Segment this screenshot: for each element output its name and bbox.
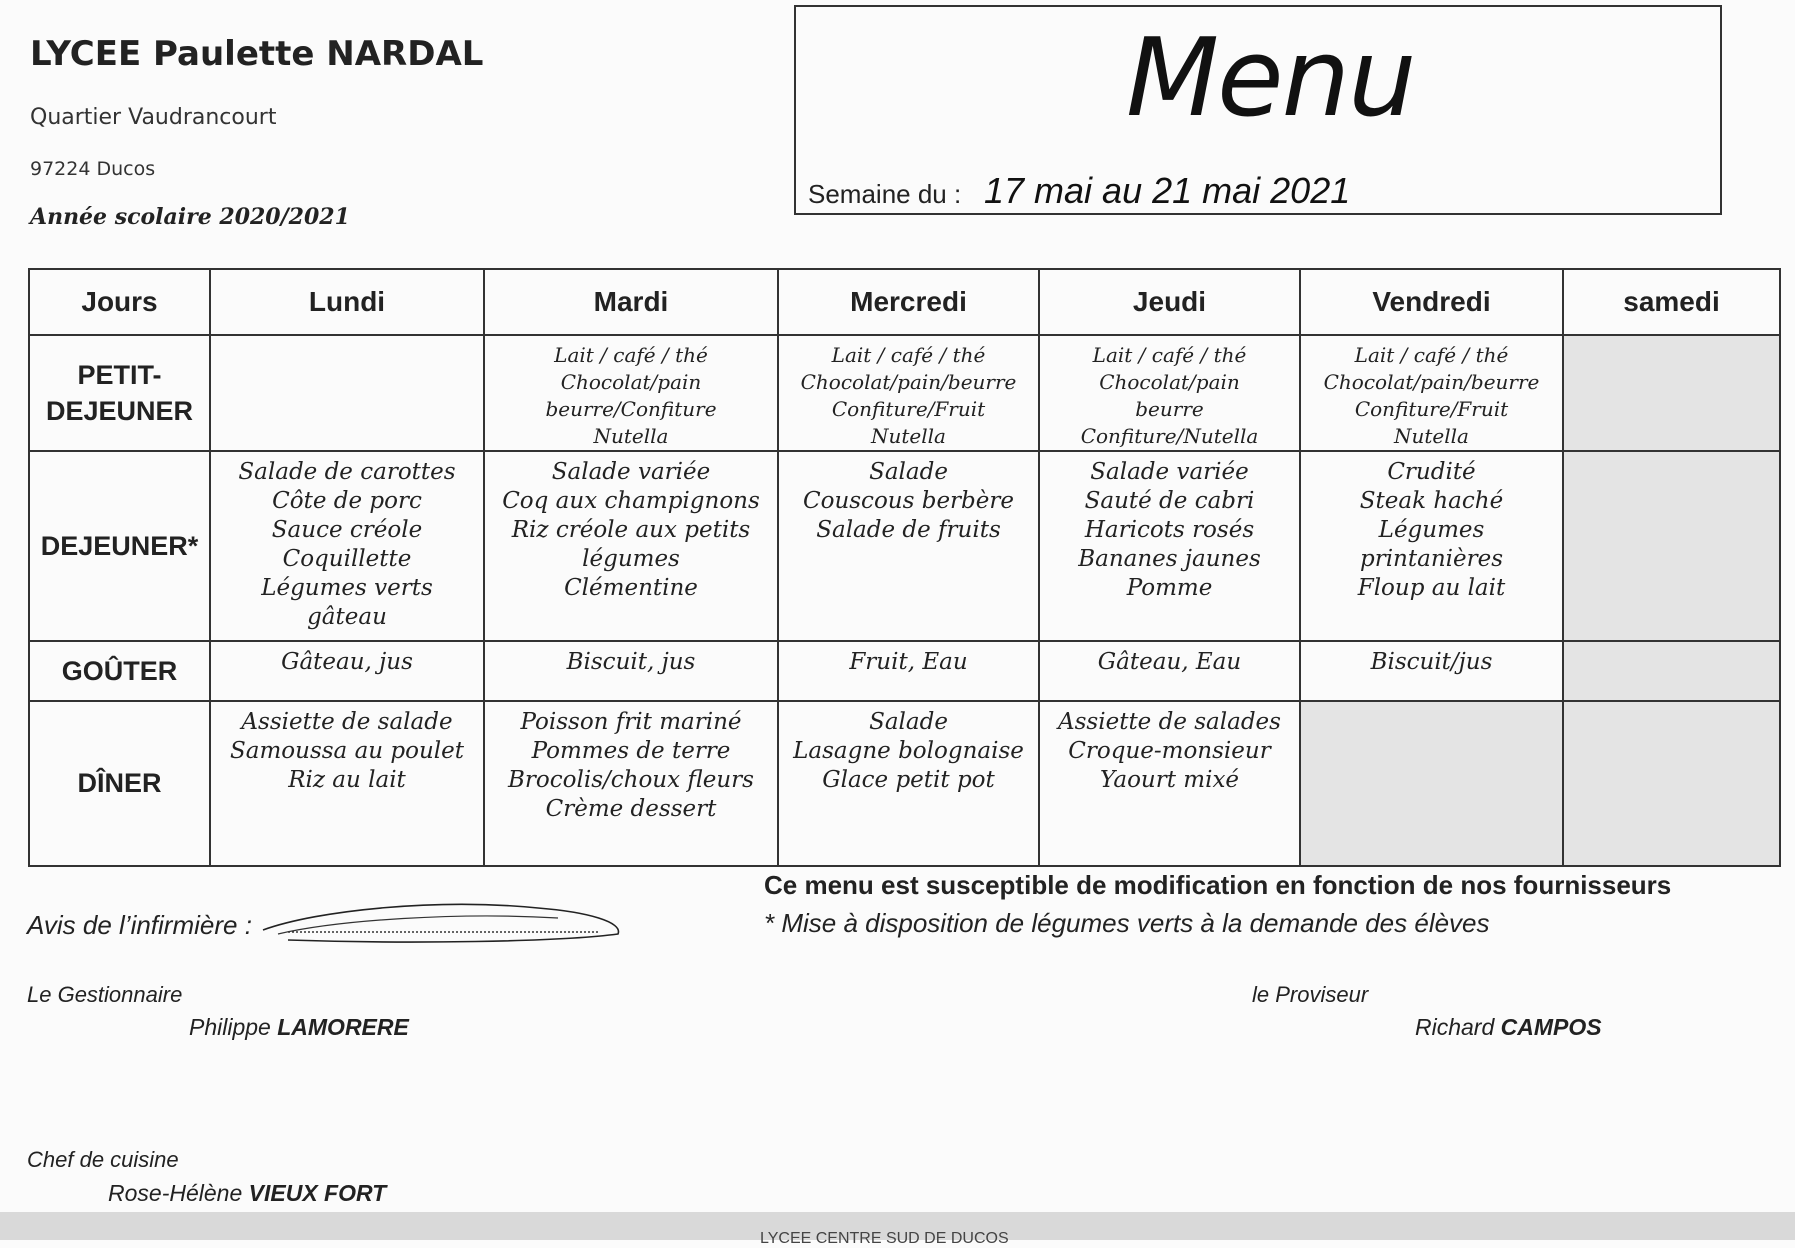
menu-item: Samoussa au poulet (230, 738, 464, 764)
menu-cell (484, 451, 778, 641)
menu-cell (778, 451, 1039, 641)
menu-item: Confiture/Nutella (1080, 424, 1259, 448)
menu-item: Riz au lait (288, 767, 406, 793)
menu-item: Poisson frit mariné (520, 709, 742, 735)
meal-name: GOÛTER (61, 655, 178, 686)
menu-cell (1300, 701, 1563, 866)
menu-cell (484, 641, 778, 701)
menu-cell (778, 335, 1039, 451)
menu-item: Salade variée (1090, 459, 1249, 485)
chef-first-name: Rose-Hélène (108, 1180, 243, 1206)
proviseur-name (1415, 1014, 1602, 1041)
menu-item: Pommes de terre (531, 738, 731, 764)
menu-item: Légumes verts (261, 575, 433, 601)
chef-name (108, 1180, 386, 1207)
meal-name-cell (29, 451, 210, 641)
menu-item: Fruit, Eau (849, 649, 968, 675)
menu-cell (778, 641, 1039, 701)
menu-title: Menu (1126, 16, 1415, 141)
table-row (29, 335, 1780, 451)
gestionnaire-name (189, 1014, 409, 1041)
column-header: Jeudi (1039, 269, 1300, 335)
menu-item: Salade variée (551, 459, 711, 485)
menu-item: Salade (869, 459, 948, 485)
menu-cell (210, 641, 484, 701)
menu-item: Nutella (871, 424, 946, 448)
meal-name-cell (29, 701, 210, 866)
menu-cell (778, 701, 1039, 866)
menu-item: Côte de porc (272, 488, 422, 514)
chef-role: Chef de cuisine (27, 1147, 179, 1172)
menu-cell (210, 335, 484, 451)
menu-item: Chocolat/pain (1099, 370, 1240, 394)
meal-name: DÎNER (77, 768, 162, 799)
menu-cell (210, 701, 484, 866)
menu-item: Pomme (1126, 575, 1213, 601)
menu-cell (1039, 641, 1300, 701)
menu-item: Steak haché (1359, 488, 1504, 514)
school-city: 97224 Ducos (30, 158, 156, 180)
menu-item: Coquillette (282, 546, 412, 572)
menu-cell (1039, 451, 1300, 641)
menu-item: Sauté de cabri (1084, 488, 1255, 514)
table-row (29, 641, 1780, 701)
menu-item: Gâteau, jus (281, 649, 413, 675)
menu-item: gâteau (307, 604, 387, 630)
menu-item: Croque-monsieur (1068, 738, 1271, 764)
week-value: 17 mai au 21 mai 2021 (984, 170, 1351, 211)
table-header-row (29, 269, 1780, 335)
menu-item: Couscous berbère (803, 488, 1014, 514)
menu-notice: Ce menu est susceptible de modification en fonction de nos fournisseurs (764, 870, 1672, 900)
menu-item: Clémentine (564, 575, 698, 601)
proviseur-first-name: Richard (1415, 1014, 1495, 1040)
menu-item: Glace petit pot (822, 767, 995, 793)
menu-item: Nutella (1394, 424, 1469, 448)
menu-cell (210, 451, 484, 641)
menu-item: Chocolat/pain/beurre (800, 370, 1017, 394)
menu-item: Haricots rosés (1084, 517, 1255, 543)
menu-item: beurre (1135, 397, 1204, 421)
menu-item: Crudité (1387, 459, 1476, 485)
meal-name: DEJEUNER (45, 396, 194, 426)
menu-item: Confiture/Fruit (1354, 397, 1509, 421)
menu-item: Lait / café / thé (1354, 343, 1509, 367)
vegetables-note: * Mise à disposition de légumes verts à la demande des élèves (764, 908, 1490, 938)
menu-cell (1563, 701, 1780, 866)
table-row (29, 451, 1780, 641)
menu-item: Gâteau, Eau (1097, 649, 1242, 675)
menu-item: Floup au lait (1357, 575, 1506, 601)
menu-item: Salade de fruits (816, 517, 1001, 543)
footer-text: LYCEE CENTRE SUD DE DUCOS (760, 1230, 1009, 1247)
menu-cell (484, 701, 778, 866)
menu-item: Yaourt mixé (1099, 767, 1240, 793)
menu-cell (1300, 335, 1563, 451)
gestionnaire-last-name: LAMORERE (277, 1014, 409, 1040)
menu-cell (1563, 451, 1780, 641)
menu-item: Salade de carottes (238, 459, 456, 485)
column-header: samedi (1563, 269, 1780, 335)
menu-item: Crème dessert (545, 796, 717, 822)
menu-item: Coq aux champignons (502, 488, 760, 514)
menu-cell (1300, 451, 1563, 641)
menu-item: Salade (869, 709, 948, 735)
menu-title-box (794, 5, 1722, 215)
menu-item: Riz créole aux petits (511, 517, 751, 543)
column-header: Mardi (484, 269, 778, 335)
column-header: Vendredi (1300, 269, 1563, 335)
meal-name-cell (29, 335, 210, 451)
column-header: Lundi (210, 269, 484, 335)
menu-item: Légumes (1378, 517, 1485, 543)
menu-cell (1039, 335, 1300, 451)
menu-item: Assiette de salade (241, 709, 453, 735)
menu-item: Assiette de salades (1058, 709, 1281, 735)
menu-item: Lait / café / thé (1092, 343, 1247, 367)
menu-item: Sauce créole (271, 517, 423, 543)
school-name: LYCEE Paulette NARDAL (30, 34, 484, 74)
menu-item: Nutella (593, 424, 669, 448)
menu-cell (1300, 641, 1563, 701)
menu-table (28, 268, 1781, 867)
chef-last-name: VIEUX FORT (248, 1180, 387, 1206)
menu-item: Confiture/Fruit (831, 397, 986, 421)
proviseur-last-name: CAMPOS (1500, 1014, 1602, 1040)
menu-cell (1563, 641, 1780, 701)
menu-item: Lasagne bolognaise (793, 738, 1024, 764)
column-header: Jours (29, 269, 210, 335)
menu-item: Brocolis/choux fleurs (508, 767, 754, 793)
menu-item: beurre/Confiture (545, 397, 717, 421)
table-row (29, 701, 1780, 866)
school-quartier: Quartier Vaudrancourt (30, 105, 277, 130)
menu-cell (1039, 701, 1300, 866)
proviseur-role: le Proviseur (1252, 982, 1369, 1007)
menu-item: Biscuit, jus (566, 649, 696, 675)
menu-item: printanières (1359, 546, 1504, 572)
gestionnaire-first-name: Philippe (189, 1014, 271, 1040)
menu-item: Lait / café / thé (831, 343, 986, 367)
menu-item: Lait / café / thé (554, 343, 708, 367)
menu-item: Chocolat/pain/beurre (1323, 370, 1540, 394)
menu-item: Bananes jaunes (1078, 546, 1261, 572)
menu-item: légumes (582, 546, 680, 572)
week-label: Semaine du : (808, 179, 962, 209)
menu-item: Chocolat/pain (560, 370, 702, 394)
nurse-opinion-label: Avis de l’infirmière : (27, 910, 252, 940)
gestionnaire-role: Le Gestionnaire (27, 982, 183, 1007)
meal-name-cell (29, 641, 210, 701)
menu-item: Biscuit/jus (1370, 649, 1493, 675)
meal-name: DEJEUNER* (40, 530, 199, 561)
meal-name: PETIT- (77, 359, 162, 390)
menu-cell (484, 335, 778, 451)
school-year: Année scolaire 2020/2021 (30, 204, 350, 230)
nurse-signature (258, 890, 628, 950)
menu-cell (1563, 335, 1780, 451)
column-header: Mercredi (778, 269, 1039, 335)
